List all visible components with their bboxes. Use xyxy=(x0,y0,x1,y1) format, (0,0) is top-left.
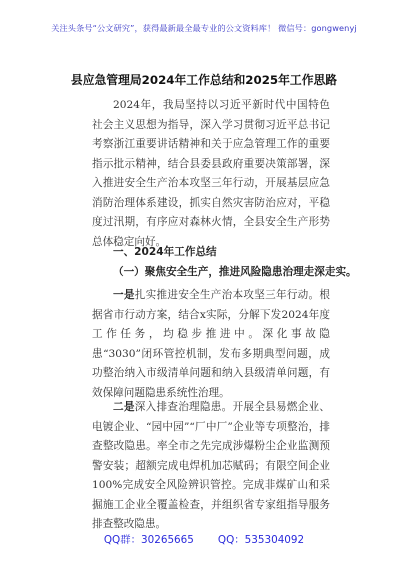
document-title: 县应急管理局2024年工作总结和2025年工作思路 xyxy=(70,73,338,87)
footer-contact xyxy=(0,535,408,545)
item-lead-1: 一是 xyxy=(113,289,135,301)
subsection-heading: （一）聚焦安全生产，推进风险隐患治理走深走实。 xyxy=(113,266,357,278)
item-text-2: 深入排查治理隐患。开展全县易燃企业、电镀企业、“园中园”“厂中厂”企业等专项整治，排查整改隐患。率全市之先完成涉爆粉尘企业监测预警安装；超额完成电焊机加芯赋码；有限空间企业100%完成安全风险辨识管控。完成非煤矿山和采掘施工企业全覆盖检查，并组织省专家组指导服务排查整改隐患。 xyxy=(92,401,331,530)
footer-qq: QQ：535304092 xyxy=(217,534,305,546)
section-heading: 一、2024年工作总结 xyxy=(113,246,217,258)
item-lead-2: 二是 xyxy=(113,401,135,413)
item-paragraph-2 xyxy=(92,398,330,535)
item-paragraph-1 xyxy=(92,286,330,403)
footer-qq-group: QQ群：30265665 xyxy=(103,534,194,546)
intro-paragraph: 2024年，我局坚持以习近平新时代中国特色社会主义思想为指导，深入学习贯彻习近平总书记考察浙江重要讲话精神和关于应急管理工作的重要指示批示精神，结合县委县政府重要决策部署，深入推进安全生产治本攻坚三年行动，开展基层应急消防治理体系建设，抓实自然灾害防治应对，平稳度过汛期，有序应对森林火情，全县安全生产形势总体稳定向好。 xyxy=(92,99,330,248)
header-banner: 关注头条号“公文研究”，获得最新最全最专业的公文资料库！ 微信号：gongwenyj xyxy=(51,23,357,33)
item-text-1: 扎实推进安全生产治本攻坚三年行动。根据省市行动方案，结合x实际，分解下发2024年度工作任务，均稳步推进中。深化事故隐患“3030”闭环管控机制，发布多期典型问题，成功整治纳入市级清单问题和纳入县级清单问题，有效保障问题隐患系统性治理。 xyxy=(92,289,331,399)
